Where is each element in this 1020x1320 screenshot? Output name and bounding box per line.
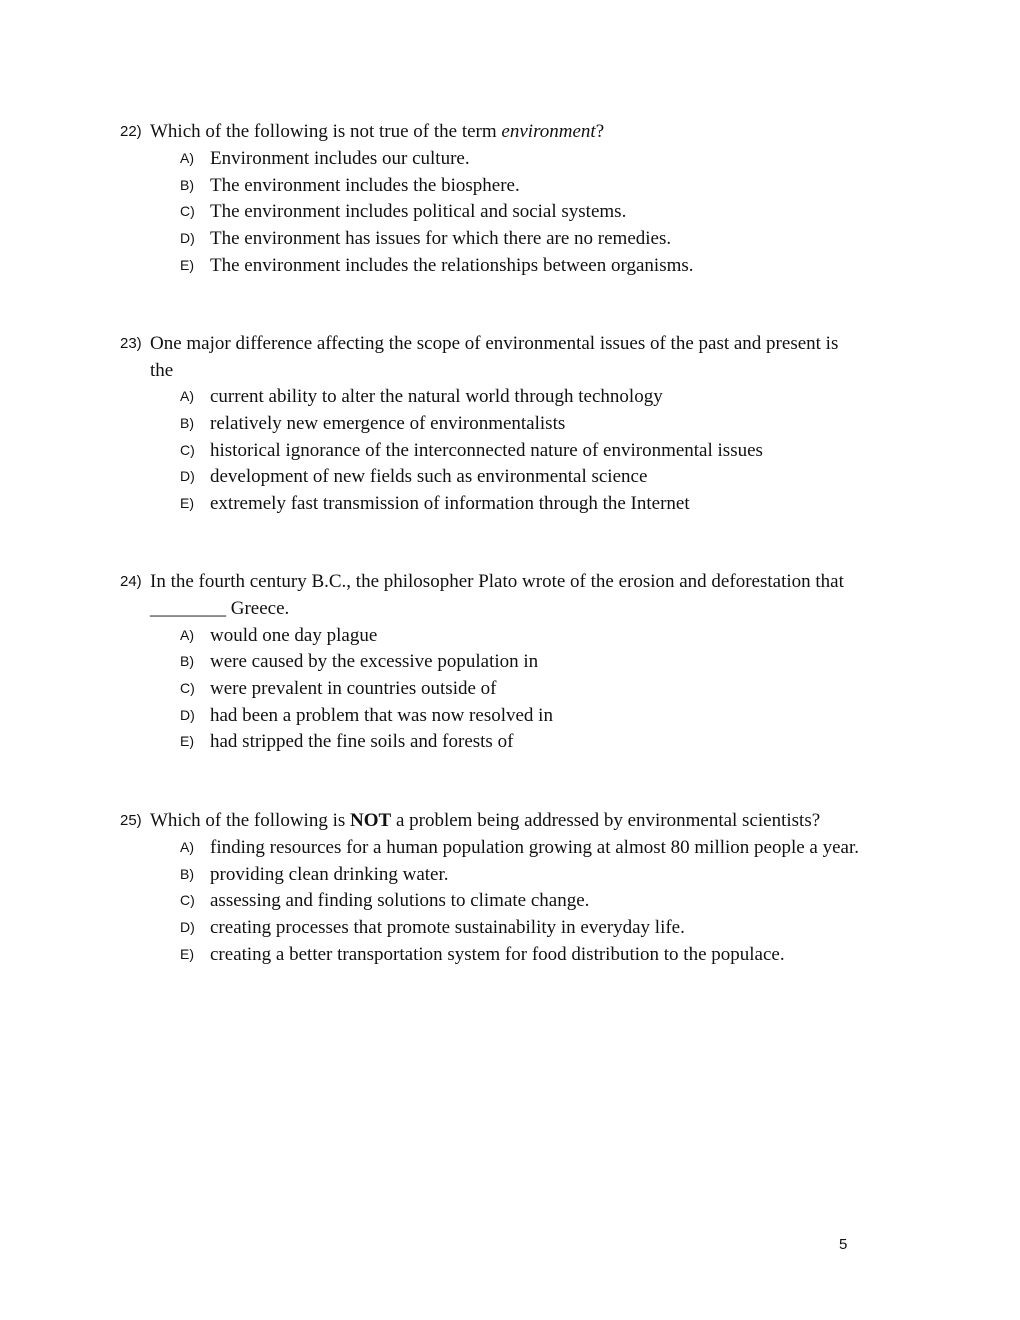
choice-letter: E) xyxy=(180,733,194,749)
question-number: 23) xyxy=(120,335,142,352)
question-number: 25) xyxy=(120,812,142,829)
question-stem-text: a problem being addressed by environmental scientists? xyxy=(391,810,821,831)
choice-letter: C) xyxy=(180,892,195,908)
choice-text: The environment includes the relationships between organisms. xyxy=(210,255,694,276)
choice-text: The environment includes political and social systems. xyxy=(210,201,627,222)
choice-text: had stripped the fine soils and forests of xyxy=(210,731,514,752)
answer-choice xyxy=(0,198,1020,225)
choice-text: were prevalent in countries outside of xyxy=(210,678,497,699)
choice-text: would one day plague xyxy=(210,625,378,646)
answer-choice xyxy=(0,834,1020,861)
answer-choice xyxy=(0,914,1020,941)
question-stem-emphasis: environment xyxy=(501,121,596,142)
choice-letter: E) xyxy=(180,946,194,962)
question-stem-line: ________ Greece. xyxy=(150,598,290,619)
question-number: 24) xyxy=(120,573,142,590)
choice-text: The environment includes the biosphere. xyxy=(210,175,520,196)
question-stem-text: Which of the following is not true of the term xyxy=(150,121,502,142)
question-stem-text: ? xyxy=(595,121,605,142)
question-stem-emphasis: NOT xyxy=(350,810,392,831)
choice-letter: C) xyxy=(180,442,195,458)
choice-text: had been a problem that was now resolved in xyxy=(210,705,553,726)
choice-letter: C) xyxy=(180,680,195,696)
answer-choice xyxy=(0,252,1020,279)
choice-letter: B) xyxy=(180,415,194,431)
answer-choice xyxy=(0,437,1020,464)
choice-letter: A) xyxy=(180,150,194,166)
choice-text: creating a better transportation system for food distribution to the populace. xyxy=(210,944,785,965)
answer-choice xyxy=(0,463,1020,490)
question-stem-line: the xyxy=(150,360,174,381)
question-number: 22) xyxy=(120,123,142,140)
answer-choice xyxy=(0,728,1020,755)
choice-letter: B) xyxy=(180,653,194,669)
choice-text: historical ignorance of the interconnected nature of environmental issues xyxy=(210,440,763,461)
choice-letter: D) xyxy=(180,468,195,484)
answer-choice xyxy=(0,622,1020,649)
question-stem-line: In the fourth century B.C., the philosopher Plato wrote of the erosion and deforestation that xyxy=(150,571,844,592)
answer-choice xyxy=(0,675,1020,702)
choice-text: were caused by the excessive population in xyxy=(210,651,539,672)
answer-choice xyxy=(0,172,1020,199)
question-stem-line: One major difference affecting the scope of environmental issues of the past and present is xyxy=(150,333,839,354)
choice-letter: E) xyxy=(180,257,194,273)
choice-text: development of new fields such as environmental science xyxy=(210,466,648,487)
choice-letter: E) xyxy=(180,495,194,511)
answer-choice xyxy=(0,887,1020,914)
answer-choice xyxy=(0,490,1020,517)
choice-letter: A) xyxy=(180,627,194,643)
choice-text: assessing and finding solutions to climate change. xyxy=(210,890,590,911)
choice-text: relatively new emergence of environmentalists xyxy=(210,413,566,434)
choice-letter: C) xyxy=(180,203,195,219)
answer-choice xyxy=(0,225,1020,252)
choice-text: current ability to alter the natural world through technology xyxy=(210,386,663,407)
choice-letter: D) xyxy=(180,919,195,935)
choice-letter: A) xyxy=(180,388,194,404)
choice-letter: B) xyxy=(180,177,194,193)
choice-text: The environment has issues for which there are no remedies. xyxy=(210,228,672,249)
choice-letter: A) xyxy=(180,839,194,855)
answer-choice xyxy=(0,410,1020,437)
answer-choice xyxy=(0,941,1020,968)
choice-letter: D) xyxy=(180,230,195,246)
question-stem xyxy=(150,118,604,145)
question-stem xyxy=(150,807,820,834)
choice-text: creating processes that promote sustainability in everyday life. xyxy=(210,917,685,938)
choice-text: extremely fast transmission of information through the Internet xyxy=(210,493,690,514)
question-stem-text: Which of the following is xyxy=(150,810,350,831)
answer-choice xyxy=(0,383,1020,410)
answer-choice xyxy=(0,648,1020,675)
choice-letter: D) xyxy=(180,707,195,723)
choice-text: providing clean drinking water. xyxy=(210,864,449,885)
choice-letter: B) xyxy=(180,866,194,882)
answer-choice xyxy=(0,861,1020,888)
page-number: 5 xyxy=(839,1236,848,1253)
answer-choice xyxy=(0,145,1020,172)
choice-text: finding resources for a human population growing at almost 80 million people a year. xyxy=(210,837,860,858)
choice-text: Environment includes our culture. xyxy=(210,148,470,169)
answer-choice xyxy=(0,702,1020,729)
